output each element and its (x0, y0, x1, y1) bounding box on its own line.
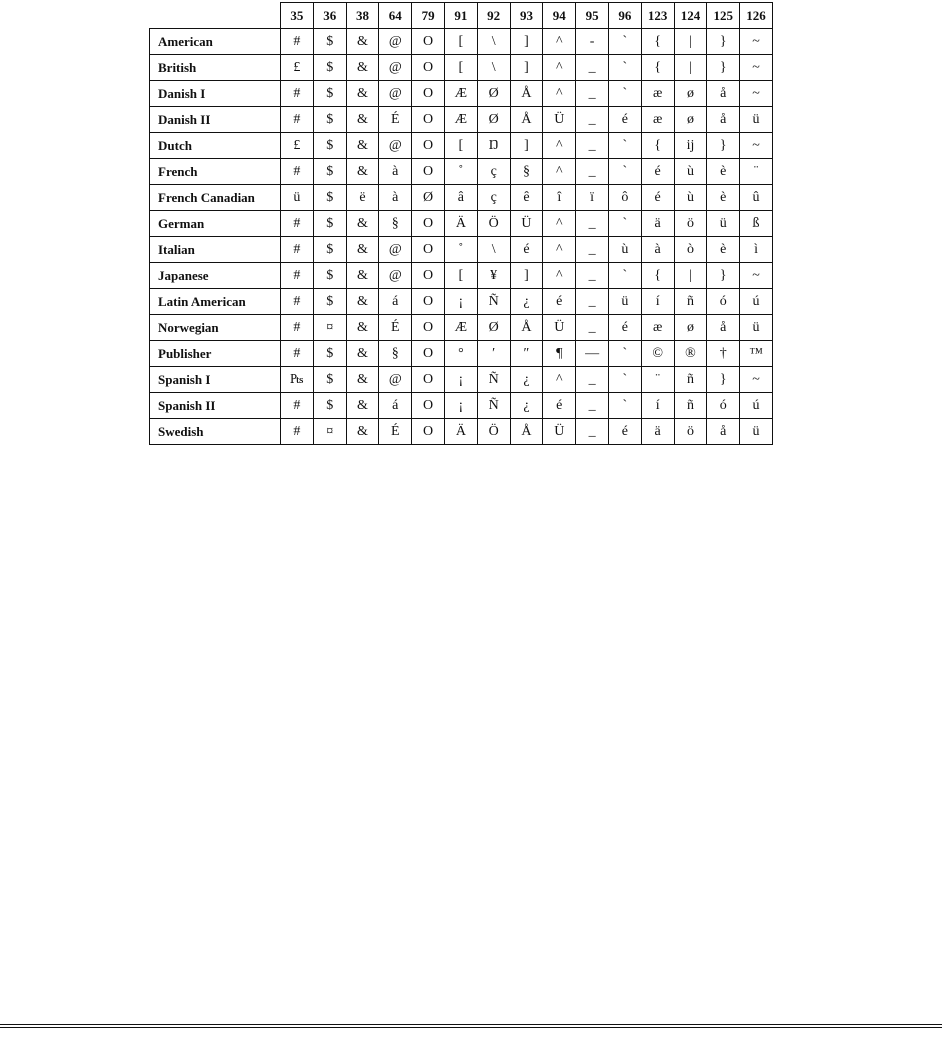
char-cell: å (707, 81, 740, 107)
char-cell: Ø (477, 81, 510, 107)
table-row (150, 315, 773, 341)
char-cell: ″ (510, 341, 543, 367)
char-cell: ~ (740, 367, 773, 393)
char-cell: ¤ (313, 315, 346, 341)
char-cell: { (641, 55, 674, 81)
char-cell: ú (740, 289, 773, 315)
char-cell: } (707, 55, 740, 81)
table-row (150, 393, 773, 419)
code-header-94: 94 (543, 3, 576, 29)
char-cell: ¡ (444, 393, 477, 419)
char-cell: O (412, 211, 445, 237)
char-cell: ñ (674, 367, 707, 393)
char-cell: & (346, 341, 379, 367)
char-cell: é (510, 237, 543, 263)
char-cell: ] (510, 263, 543, 289)
char-cell: § (379, 341, 412, 367)
char-cell: û (740, 185, 773, 211)
char-cell: ¤ (313, 419, 346, 445)
char-cell: # (281, 419, 314, 445)
char-cell: O (412, 315, 445, 341)
char-cell: ] (510, 55, 543, 81)
char-cell: & (346, 55, 379, 81)
char-cell: æ (641, 315, 674, 341)
char-cell: & (346, 367, 379, 393)
char-cell: ú (740, 393, 773, 419)
char-cell: & (346, 107, 379, 133)
char-cell: $ (313, 367, 346, 393)
char-cell: { (641, 29, 674, 55)
char-cell: ` (608, 263, 641, 289)
char-cell: & (346, 419, 379, 445)
char-cell: $ (313, 289, 346, 315)
char-cell: Ñ (477, 393, 510, 419)
char-cell: \ (477, 55, 510, 81)
char-cell: ` (608, 133, 641, 159)
char-cell: $ (313, 81, 346, 107)
char-cell: ¶ (543, 341, 576, 367)
char-cell: _ (576, 237, 609, 263)
code-header-row (150, 3, 773, 29)
char-cell: _ (576, 55, 609, 81)
language-name: Italian (150, 237, 281, 263)
char-cell: # (281, 81, 314, 107)
char-cell: ĳ (674, 133, 707, 159)
char-cell: Ä (444, 211, 477, 237)
char-cell: _ (576, 211, 609, 237)
char-cell: O (412, 55, 445, 81)
char-cell: å (707, 107, 740, 133)
table-row (150, 367, 773, 393)
char-cell: [ (444, 133, 477, 159)
char-cell: ^ (543, 367, 576, 393)
char-cell: é (608, 419, 641, 445)
char-cell: ¨ (740, 159, 773, 185)
char-cell: ¡ (444, 367, 477, 393)
char-cell: ø (674, 315, 707, 341)
language-name: Spanish I (150, 367, 281, 393)
char-cell: $ (313, 263, 346, 289)
char-cell: Æ (444, 81, 477, 107)
char-cell: @ (379, 55, 412, 81)
language-name: Japanese (150, 263, 281, 289)
char-cell: Å (510, 419, 543, 445)
char-cell: O (412, 107, 445, 133)
char-cell: é (608, 315, 641, 341)
char-cell: ® (674, 341, 707, 367)
char-cell: ^ (543, 237, 576, 263)
char-cell: # (281, 289, 314, 315)
table-body (150, 29, 773, 445)
char-cell: î (543, 185, 576, 211)
char-cell: { (641, 133, 674, 159)
char-cell: $ (313, 211, 346, 237)
char-cell: O (412, 367, 445, 393)
char-cell: Ü (543, 107, 576, 133)
char-cell: | (674, 55, 707, 81)
char-cell: è (707, 185, 740, 211)
char-cell: O (412, 29, 445, 55)
table-row (150, 211, 773, 237)
char-cell: ä (641, 211, 674, 237)
code-header-64: 64 (379, 3, 412, 29)
char-cell: ¥ (477, 263, 510, 289)
char-cell: â (444, 185, 477, 211)
char-cell: Ü (510, 211, 543, 237)
language-name: Latin American (150, 289, 281, 315)
char-cell: É (379, 107, 412, 133)
char-cell: É (379, 419, 412, 445)
char-cell: # (281, 393, 314, 419)
code-header-93: 93 (510, 3, 543, 29)
language-name: American (150, 29, 281, 55)
code-header-79: 79 (412, 3, 445, 29)
char-cell: ø (674, 81, 707, 107)
char-cell: ö (674, 211, 707, 237)
char-cell: å (707, 315, 740, 341)
char-cell: $ (313, 393, 346, 419)
char-cell: ø (674, 107, 707, 133)
char-cell: | (674, 29, 707, 55)
char-cell: Ü (543, 315, 576, 341)
char-cell: Æ (444, 315, 477, 341)
char-cell: $ (313, 55, 346, 81)
char-cell: æ (641, 107, 674, 133)
char-cell: à (379, 185, 412, 211)
char-cell: ñ (674, 393, 707, 419)
char-cell: @ (379, 133, 412, 159)
code-header-95: 95 (576, 3, 609, 29)
char-cell: # (281, 315, 314, 341)
char-cell: í (641, 393, 674, 419)
code-header-35: 35 (281, 3, 314, 29)
char-cell: } (707, 367, 740, 393)
table-row (150, 289, 773, 315)
char-cell: _ (576, 315, 609, 341)
char-cell: O (412, 341, 445, 367)
char-cell: ¡ (444, 289, 477, 315)
char-cell: Ø (477, 107, 510, 133)
char-cell: Ø (412, 185, 445, 211)
char-cell: ù (674, 159, 707, 185)
char-cell: é (608, 107, 641, 133)
char-cell: á (379, 393, 412, 419)
code-header-38: 38 (346, 3, 379, 29)
char-cell: \ (477, 29, 510, 55)
char-cell: $ (313, 341, 346, 367)
char-cell: _ (576, 133, 609, 159)
char-cell: ~ (740, 81, 773, 107)
char-cell: _ (576, 393, 609, 419)
code-header-96: 96 (608, 3, 641, 29)
char-cell: ` (608, 393, 641, 419)
char-cell: ˚ (444, 159, 477, 185)
char-cell: ^ (543, 133, 576, 159)
char-cell: @ (379, 29, 412, 55)
char-cell: ~ (740, 133, 773, 159)
char-cell: ] (510, 133, 543, 159)
char-cell: ä (641, 419, 674, 445)
char-cell: @ (379, 263, 412, 289)
char-cell: ï (576, 185, 609, 211)
char-cell: { (641, 263, 674, 289)
char-cell: ì (740, 237, 773, 263)
char-cell: ó (707, 393, 740, 419)
char-cell: $ (313, 185, 346, 211)
char-cell: Ä (444, 419, 477, 445)
table-row (150, 159, 773, 185)
char-cell: O (412, 81, 445, 107)
table-row (150, 29, 773, 55)
language-name: Swedish (150, 419, 281, 445)
char-cell: † (707, 341, 740, 367)
char-cell: O (412, 159, 445, 185)
char-cell: O (412, 133, 445, 159)
char-cell: é (543, 393, 576, 419)
char-cell: $ (313, 107, 346, 133)
char-cell: ù (674, 185, 707, 211)
language-name: Danish I (150, 81, 281, 107)
character-set-table (149, 2, 773, 445)
code-header-123: 123 (641, 3, 674, 29)
char-cell: # (281, 29, 314, 55)
char-cell: ^ (543, 263, 576, 289)
char-cell: ^ (543, 29, 576, 55)
char-cell: $ (313, 29, 346, 55)
char-cell: ü (281, 185, 314, 211)
char-cell: ¿ (510, 367, 543, 393)
char-cell: ^ (543, 159, 576, 185)
char-cell: é (641, 185, 674, 211)
code-header-91: 91 (444, 3, 477, 29)
table-row (150, 81, 773, 107)
char-cell: ö (674, 419, 707, 445)
char-cell: ô (608, 185, 641, 211)
char-cell: & (346, 133, 379, 159)
char-cell: Ü (543, 419, 576, 445)
char-cell: ₧ (281, 367, 314, 393)
char-cell: ` (608, 29, 641, 55)
table-row (150, 237, 773, 263)
char-cell: ° (444, 341, 477, 367)
char-cell: @ (379, 81, 412, 107)
char-cell: _ (576, 367, 609, 393)
char-cell: & (346, 29, 379, 55)
char-cell: £ (281, 55, 314, 81)
char-cell: # (281, 237, 314, 263)
header-corner (150, 3, 281, 29)
code-header-125: 125 (707, 3, 740, 29)
table-row (150, 55, 773, 81)
char-cell: ˚ (444, 237, 477, 263)
char-cell: è (707, 237, 740, 263)
char-cell: ç (477, 159, 510, 185)
char-cell: ′ (477, 341, 510, 367)
char-cell: é (641, 159, 674, 185)
char-cell: £ (281, 133, 314, 159)
char-cell: & (346, 263, 379, 289)
char-cell: ` (608, 55, 641, 81)
char-cell: O (412, 419, 445, 445)
char-cell: & (346, 159, 379, 185)
char-cell: @ (379, 367, 412, 393)
char-cell: ò (674, 237, 707, 263)
char-cell: å (707, 419, 740, 445)
char-cell: ` (608, 159, 641, 185)
char-cell: à (641, 237, 674, 263)
char-cell: [ (444, 29, 477, 55)
table-row (150, 185, 773, 211)
char-cell: O (412, 289, 445, 315)
char-cell: _ (576, 81, 609, 107)
char-cell: _ (576, 419, 609, 445)
char-cell: — (576, 341, 609, 367)
language-name: French (150, 159, 281, 185)
char-cell: & (346, 315, 379, 341)
char-cell: © (641, 341, 674, 367)
char-cell: ó (707, 289, 740, 315)
char-cell: _ (576, 159, 609, 185)
code-header-92: 92 (477, 3, 510, 29)
char-cell: é (543, 289, 576, 315)
char-cell: Ø (477, 315, 510, 341)
code-header-36: 36 (313, 3, 346, 29)
char-cell: § (379, 211, 412, 237)
char-cell: § (510, 159, 543, 185)
char-cell: } (707, 263, 740, 289)
char-cell: - (576, 29, 609, 55)
char-cell: $ (313, 133, 346, 159)
language-name: Danish II (150, 107, 281, 133)
char-cell: } (707, 29, 740, 55)
char-cell: O (412, 393, 445, 419)
char-cell: [ (444, 263, 477, 289)
code-header-124: 124 (674, 3, 707, 29)
language-name: French Canadian (150, 185, 281, 211)
char-cell: ¿ (510, 289, 543, 315)
char-cell: ß (740, 211, 773, 237)
char-cell: _ (576, 289, 609, 315)
char-cell: & (346, 289, 379, 315)
char-cell: ] (510, 29, 543, 55)
table-row (150, 133, 773, 159)
char-cell: # (281, 211, 314, 237)
char-cell: Ñ (477, 367, 510, 393)
char-cell: ù (608, 237, 641, 263)
char-cell: O (412, 263, 445, 289)
char-cell: É (379, 315, 412, 341)
char-cell: ü (740, 107, 773, 133)
char-cell: à (379, 159, 412, 185)
char-cell: ê (510, 185, 543, 211)
char-cell: & (346, 237, 379, 263)
char-cell: \ (477, 237, 510, 263)
char-cell: ñ (674, 289, 707, 315)
char-cell: Ñ (477, 289, 510, 315)
char-cell: á (379, 289, 412, 315)
language-name: Norwegian (150, 315, 281, 341)
char-cell: ë (346, 185, 379, 211)
table-row (150, 419, 773, 445)
char-cell: } (707, 133, 740, 159)
language-name: British (150, 55, 281, 81)
char-cell: _ (576, 263, 609, 289)
char-cell: ^ (543, 81, 576, 107)
language-name: Dutch (150, 133, 281, 159)
bottom-rule (0, 1024, 942, 1028)
char-cell: ü (740, 419, 773, 445)
char-cell: Ŋ (477, 133, 510, 159)
char-cell: Ö (477, 419, 510, 445)
char-cell: # (281, 341, 314, 367)
char-cell: Å (510, 107, 543, 133)
char-cell: & (346, 211, 379, 237)
char-cell: | (674, 263, 707, 289)
table-row (150, 341, 773, 367)
char-cell: Ö (477, 211, 510, 237)
char-cell: ~ (740, 55, 773, 81)
char-cell: ü (740, 315, 773, 341)
language-name: German (150, 211, 281, 237)
char-cell: O (412, 237, 445, 263)
language-name: Spanish II (150, 393, 281, 419)
char-cell: ç (477, 185, 510, 211)
char-cell: Å (510, 315, 543, 341)
char-cell: ` (608, 367, 641, 393)
char-cell: [ (444, 55, 477, 81)
char-cell: ~ (740, 263, 773, 289)
char-cell: è (707, 159, 740, 185)
char-cell: # (281, 107, 314, 133)
char-cell: # (281, 263, 314, 289)
char-cell: ` (608, 341, 641, 367)
char-cell: ` (608, 81, 641, 107)
char-cell: $ (313, 159, 346, 185)
char-cell: ¨ (641, 367, 674, 393)
language-name: Publisher (150, 341, 281, 367)
char-cell: ü (707, 211, 740, 237)
char-cell: ™ (740, 341, 773, 367)
char-cell: ` (608, 211, 641, 237)
char-cell: ^ (543, 55, 576, 81)
char-cell: æ (641, 81, 674, 107)
table-row (150, 263, 773, 289)
char-cell: @ (379, 237, 412, 263)
char-cell: & (346, 81, 379, 107)
char-cell: ~ (740, 29, 773, 55)
char-cell: ^ (543, 211, 576, 237)
char-cell: _ (576, 107, 609, 133)
char-cell: ¿ (510, 393, 543, 419)
char-cell: ü (608, 289, 641, 315)
char-cell: $ (313, 237, 346, 263)
char-cell: & (346, 393, 379, 419)
char-cell: # (281, 159, 314, 185)
char-cell: Å (510, 81, 543, 107)
code-header-126: 126 (740, 3, 773, 29)
table-row (150, 107, 773, 133)
char-cell: í (641, 289, 674, 315)
char-cell: Æ (444, 107, 477, 133)
